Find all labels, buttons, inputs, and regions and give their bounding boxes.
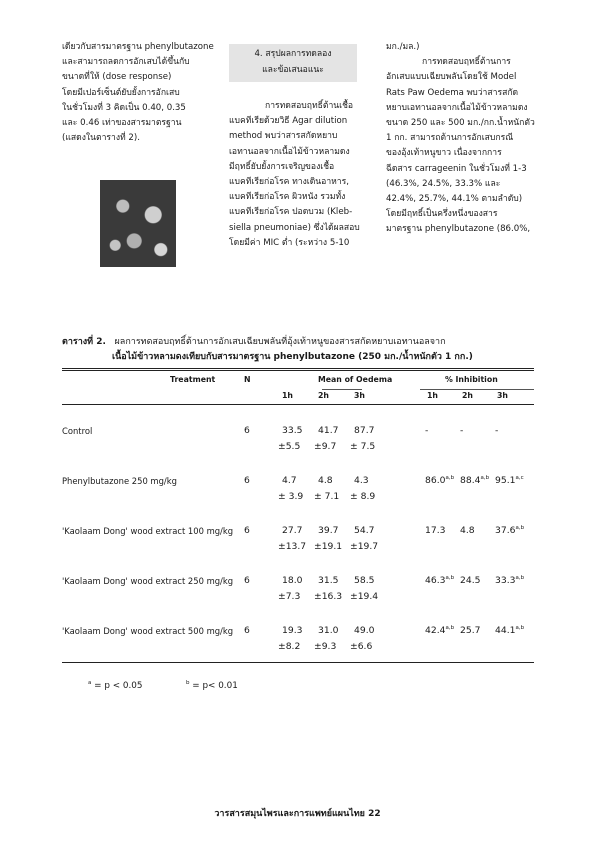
mean-header-rule-left [322,389,362,390]
header-inh-3h: 3h [497,391,508,400]
mean-value: 41.7 [318,425,339,436]
treatment-label: Control [62,426,93,436]
col1-line: ขนาดที่ให้ (dose response) [62,72,172,83]
significance-marker: a,b [445,475,455,481]
col3-line: (46.3%, 24.5%, 33.3% และ [386,178,501,189]
col3-line: โดยมีฤทธิ์เป็นครึ่งหนึ่งของสาร [386,209,498,220]
sd-value: ±6.6 [350,641,373,652]
sd-value: ±8.2 [278,641,301,652]
sd-value: ±19.1 [314,541,343,552]
sd-value: ±16.3 [314,591,343,602]
inhibition-number: 42.4 [425,625,446,636]
table-top-rule [62,368,534,371]
inhibition-number: 24.5 [460,575,481,586]
inhibition-number: - [495,425,499,436]
col3-line: มาตรฐาน phenylbutazone (86.0%, [386,224,531,235]
inhibition-number: 44.1 [495,625,516,636]
inhibition-number: 86.0 [425,475,446,486]
significance-marker: a,b [445,625,455,631]
treatment-label: Phenylbutazone 250 mg/kg [62,476,177,486]
col2-line: การทดสอบฤทธิ์ต้านเชื้อ [265,101,354,111]
sd-value: ± 7.5 [350,441,376,452]
inhibition-number: 33.3 [495,575,516,586]
n-value: 6 [244,425,250,436]
inhibition-value [495,525,524,536]
inhibition-value [425,475,454,486]
sd-value: ± 7.1 [314,491,340,502]
inhibition-number: 37.6 [495,525,516,536]
inhibition-value [495,575,524,586]
col1-line: และสามารถลดการอักเสบได้ขึ้นกับ [62,57,190,68]
treatment-label: 'Kaolaam Dong' wood extract 100 mg/kg [62,526,234,536]
col1-line: เดียวกับสารมาตรฐาน phenylbutazone [62,42,214,52]
sd-value: ±19.4 [350,591,379,602]
col1-line: ในชั่วโมงที่ 3 คิดเป็น 0.40, 0.35 [62,102,186,113]
table-caption-line-1: ผลการทดสอบฤทธิ์ต้านการอักเสบเฉียบพลันที่อุ้งเท้าหนูของสารสกัดหยาบเอทานอลจาก [114,337,446,347]
mean-value: 27.7 [282,525,303,536]
section-heading-box [229,44,357,82]
inhibition-value [495,425,498,436]
inhibition-value [425,525,445,536]
inhibition-value [495,625,524,636]
table-caption-line-2: เนื้อไม้ข้าวหลามดงเทียบกับสารมาตรฐาน phenylbutazone (250 มก./น้ำหนักตัว 1 กก.) [112,352,473,362]
mean-value: 49.0 [354,625,375,636]
inhibition-value [425,425,428,436]
significance-marker: a,b [515,625,525,631]
col1-line: และ 0.46 เท่าของสารมาตรฐาน [62,118,182,129]
col2-line: แบคทีเรียก่อโรค ผิวหนัง รวมทั้ง [229,192,346,203]
n-value: 6 [244,575,250,586]
inhibition-value [460,625,480,636]
mean-value: 39.7 [318,525,339,536]
significance-marker: a,c [515,475,524,481]
inhibition-value [460,425,463,436]
header-mean-1h: 1h [282,391,293,400]
col2-line: เอทานอลจากเนื้อไม้ข้าวหลามดง [229,146,350,157]
note-b-marker: b [186,680,190,686]
col3-line: 1 กก. สามารถต้านการอักเสบกรณี [386,133,514,144]
table-caption [62,335,473,365]
note-b-text: = p< 0.01 [192,681,238,691]
inhibition-value [460,575,480,586]
inhibition-number: 95.1 [495,475,516,486]
note-b [186,680,238,691]
section-title: 4. สรุปผลการทดลอง [254,49,332,59]
mean-value: 87.7 [354,425,375,436]
sd-value: ±5.5 [278,441,301,452]
inhibition-value [425,575,454,586]
table-bottom-rule [62,662,534,663]
column-2-text [229,99,361,251]
inhibition-number: - [460,425,464,436]
col3-line: ของอุ้งเท้าหนูขาว เนื่องจากการ [386,148,502,159]
inhibition-value [460,475,489,486]
header-inh-2h: 2h [462,391,473,400]
inhibition-value [425,625,454,636]
specimen-photo [100,180,176,267]
col2-line: method พบว่าสารสกัดหยาบ [229,131,338,142]
inhibition-value [495,475,524,486]
significance-marker: a,b [515,575,525,581]
inhibition-number: 17.3 [425,525,446,536]
sd-value: ±9.7 [314,441,337,452]
header-inhibition: % Inhibition [445,375,498,384]
header-mean-oedema: Mean of Oedema [318,375,393,384]
note-a-marker: a [88,680,92,686]
mean-value: 33.5 [282,425,303,436]
col3-line: มก./มล.) [386,42,420,52]
header-n: N [244,375,251,384]
col2-line: แบคทีเรียด้วยวิธี Agar dilution [229,116,348,127]
mean-value: 4.8 [318,475,333,486]
table-header-rule [62,404,534,405]
col2-line: siella pneumoniae) ซึ่งได้ผลสอบ [229,222,360,233]
sd-value: ±9.3 [314,641,337,652]
significance-marker: a,b [515,525,525,531]
mean-value: 18.0 [282,575,303,586]
inhibition-value [460,525,475,536]
note-a [88,680,142,691]
header-treatment: Treatment [170,375,216,384]
sd-value: ± 3.9 [278,491,304,502]
n-value: 6 [244,475,250,486]
col2-line: มีฤทธิ์ยับยั้งการเจริญของเชื้อ [229,161,335,172]
inhibition-number: - [425,425,429,436]
col3-line: การทดสอบฤทธิ์ต้านการ [422,57,511,68]
page-footer: วารสารสมุนไพรและการแพทย์แผนไทย 22 [214,809,381,819]
column-1-text [62,40,214,146]
treatment-label: 'Kaolaam Dong' wood extract 250 mg/kg [62,576,234,586]
treatment-label: 'Kaolaam Dong' wood extract 500 mg/kg [62,626,234,636]
sd-value: ±13.7 [278,541,307,552]
mean-value: 19.3 [282,625,303,636]
n-value: 6 [244,525,250,536]
sd-value: ± 8.9 [350,491,376,502]
col3-line: ขนาด 250 และ 500 มก./กก.น้ำหนักตัว [386,118,535,129]
col3-line: หยาบเอทานอลจากเนื้อไม้ข้าวหลามดง [386,102,528,113]
note-a-text: = p < 0.05 [94,681,143,691]
inhibition-number: 88.4 [460,475,481,486]
section-subtitle: และข้อเสนอแนะ [262,65,324,75]
significance-marker: a,b [480,475,490,481]
mean-value: 31.0 [318,625,339,636]
header-mean-2h: 2h [318,391,329,400]
table-caption-label: ตารางที่ 2. [62,337,106,347]
col2-line: แบคทีเรียก่อโรค ทางเดินอาหาร, [229,177,349,188]
col3-line: 42.4%, 25.7%, 44.1% ตามลำดับ) [386,194,523,205]
header-inh-1h: 1h [427,391,438,400]
mean-value: 54.7 [354,525,375,536]
sd-value: ±7.3 [278,591,301,602]
sd-value: ±19.7 [350,541,379,552]
mean-value: 31.5 [318,575,339,586]
col2-line: โดยมีค่า MIC ต่ำ (ระหว่าง 5-10 [229,237,350,248]
column-3-text [386,40,536,238]
col3-line: อักเสบแบบเฉียบพลันโดยใช้ Model [386,72,517,83]
header-mean-3h: 3h [354,391,365,400]
col1-line: โดยมีเปอร์เซ็นต์ยับยั้งการอักเสบ [62,87,180,98]
significance-marker: a,b [445,575,455,581]
mean-header-rule-right [420,389,534,390]
inhibition-number: 25.7 [460,625,481,636]
inhibition-number: 4.8 [460,525,475,536]
col3-line: ฉีดสาร carrageenin ในชั่วโมงที่ 1-3 [386,163,527,174]
col2-line: แบคทีเรียก่อโรค ปอดบวม (Kleb- [229,207,353,218]
col3-line: Rats Paw Oedema พบว่าสารสกัด [386,87,519,98]
mean-value: 58.5 [354,575,375,586]
col1-line: (แสดงในตารางที่ 2). [62,133,140,144]
mean-value: 4.7 [282,475,297,486]
n-value: 6 [244,625,250,636]
mean-value: 4.3 [354,475,369,486]
inhibition-number: 46.3 [425,575,446,586]
